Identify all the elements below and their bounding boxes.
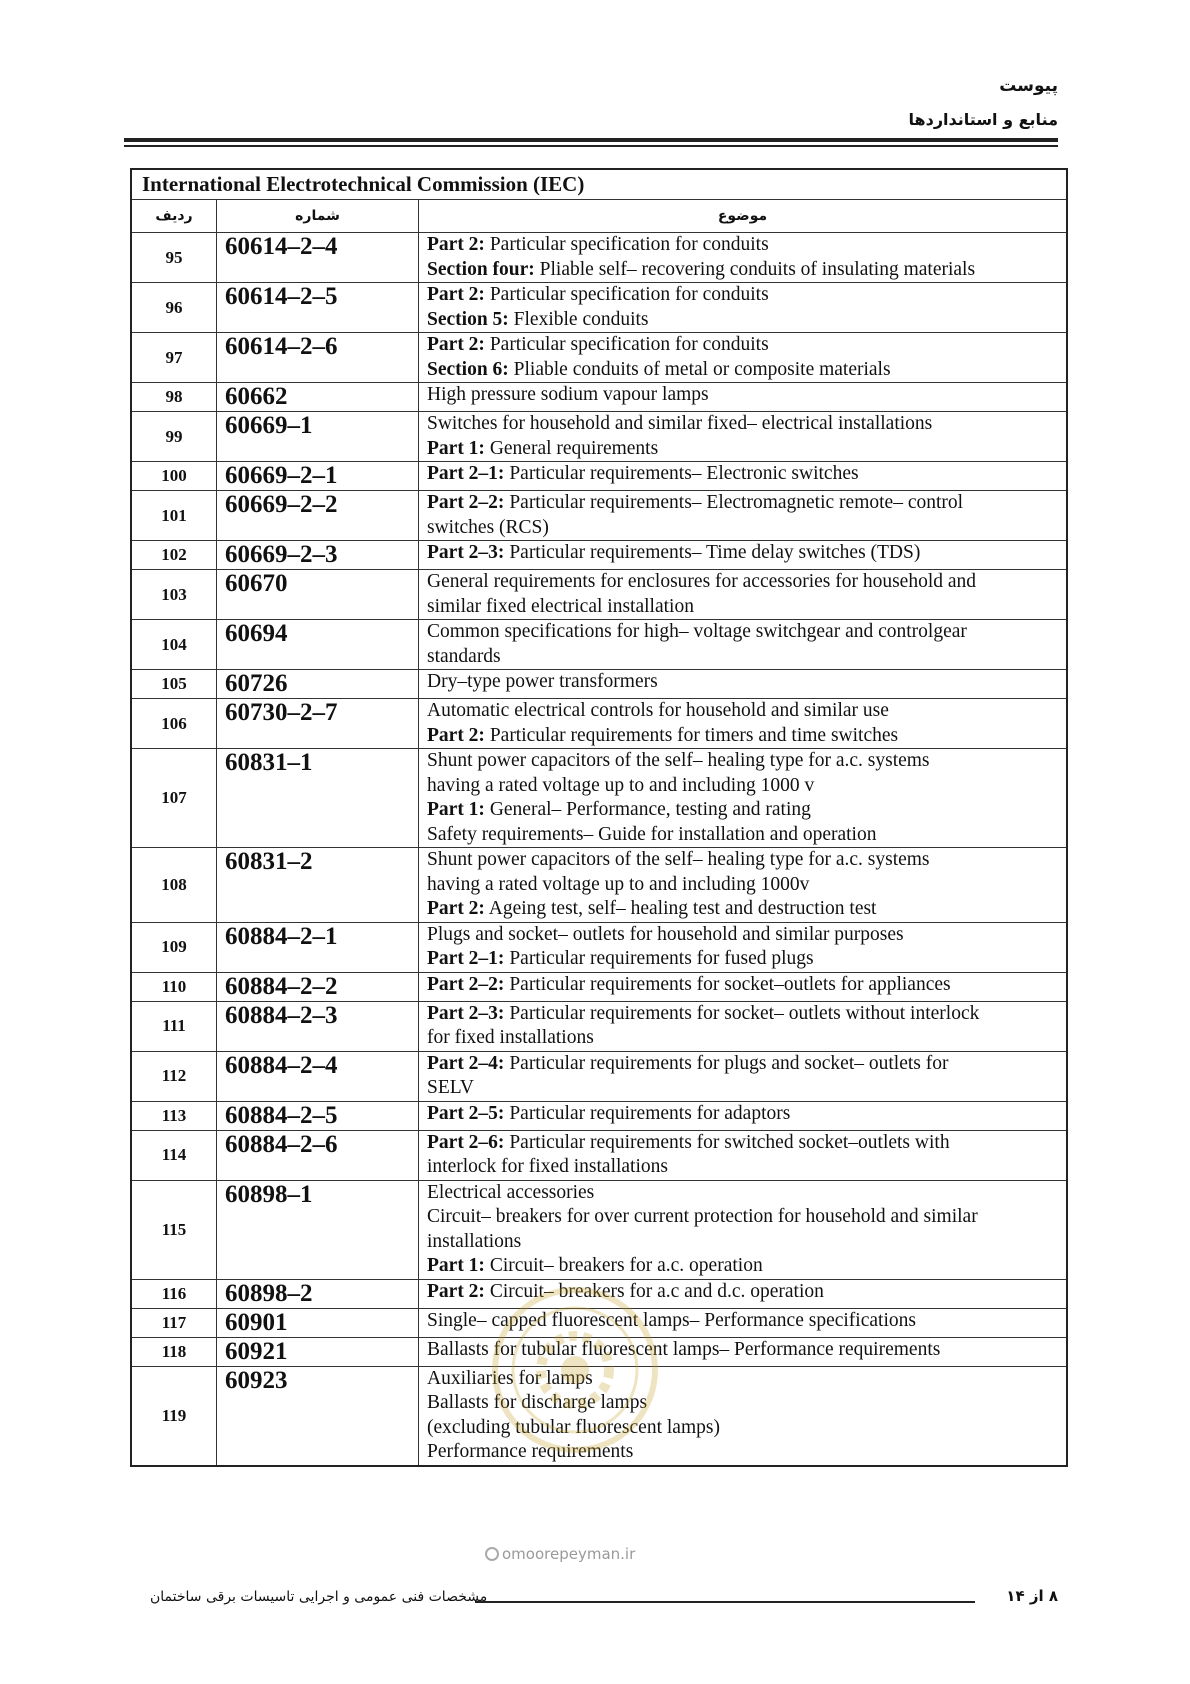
subject-text: Ballasts for discharge lamps bbox=[427, 1392, 648, 1413]
row-index: 103 bbox=[131, 570, 217, 620]
subject-text: General requirements for enclosures for accessories for household and bbox=[427, 571, 977, 592]
subject-part-label: Part 2: bbox=[427, 1280, 485, 1302]
watermark-logo-icon bbox=[485, 1547, 499, 1561]
subject-part-label: Part 2: bbox=[427, 334, 485, 355]
subject-text: switches (RCS) bbox=[427, 516, 549, 538]
subject-line bbox=[427, 1254, 1058, 1279]
subject-text: Safety requirements– Guide for installation and operation bbox=[427, 823, 877, 845]
subject-line bbox=[427, 570, 1058, 595]
subject-text: General– Performance, testing and rating bbox=[484, 799, 811, 820]
watermark-site: omoorepeyman.ir bbox=[502, 1545, 636, 1563]
subject-part-label: Part 2: bbox=[427, 724, 485, 746]
subject-text: SELV bbox=[427, 1077, 474, 1098]
standard-subject bbox=[419, 383, 1068, 412]
subject-text: Automatic electrical controls for household and similar use bbox=[427, 700, 889, 721]
subject-text: Circuit– breakers for a.c and d.c. operation bbox=[484, 1280, 824, 1302]
subject-part-label: Part 2–5: bbox=[427, 1102, 505, 1124]
subject-part-label: Part 1: bbox=[427, 799, 485, 820]
standard-number: 60694 bbox=[217, 620, 419, 670]
subject-text: Circuit– breakers for over current protection for household and similar bbox=[427, 1206, 978, 1227]
row-index: 111 bbox=[131, 1001, 217, 1051]
standard-number: 60614–2–4 bbox=[217, 233, 419, 283]
subject-text: interlock for fixed installations bbox=[427, 1156, 668, 1177]
subject-line bbox=[427, 1205, 1058, 1230]
subject-text: Electrical accessories bbox=[427, 1181, 595, 1203]
standard-subject bbox=[419, 699, 1068, 749]
table-row bbox=[131, 233, 1067, 283]
table-row bbox=[131, 749, 1067, 848]
subject-line bbox=[427, 462, 1058, 487]
subject-part-label: Part 2: bbox=[427, 234, 485, 255]
subject-line bbox=[427, 308, 1058, 333]
subject-line bbox=[427, 1230, 1058, 1255]
subject-line bbox=[427, 749, 1058, 774]
standard-number: 60884–2–4 bbox=[217, 1051, 419, 1101]
subject-text: Circuit– breakers for a.c. operation bbox=[484, 1255, 763, 1276]
subject-line bbox=[427, 848, 1058, 873]
subject-line bbox=[427, 491, 1058, 516]
row-index: 108 bbox=[131, 848, 217, 923]
table-row bbox=[131, 462, 1067, 491]
row-index: 98 bbox=[131, 383, 217, 412]
subject-line bbox=[427, 437, 1058, 462]
table-row bbox=[131, 383, 1067, 412]
standard-number: 60898–2 bbox=[217, 1279, 419, 1308]
standard-subject bbox=[419, 570, 1068, 620]
table-row bbox=[131, 1180, 1067, 1279]
subject-text: Particular specification for conduits bbox=[484, 234, 769, 255]
row-index: 99 bbox=[131, 412, 217, 462]
subject-text: Flexible conduits bbox=[508, 308, 649, 330]
page-number: ۸ از ۱۴ bbox=[1006, 1587, 1058, 1605]
standard-number: 60726 bbox=[217, 670, 419, 699]
subject-part-label: Part 2–3: bbox=[427, 1002, 505, 1024]
subject-line bbox=[427, 516, 1058, 541]
subject-text: Dry–type power transformers bbox=[427, 671, 658, 692]
row-index: 119 bbox=[131, 1366, 217, 1466]
table-row bbox=[131, 412, 1067, 462]
table-row bbox=[131, 541, 1067, 570]
standard-subject bbox=[419, 848, 1068, 923]
standard-subject bbox=[419, 670, 1068, 699]
subject-line bbox=[427, 1076, 1058, 1101]
table-title: International Electrotechnical Commission (IEC) bbox=[131, 169, 1067, 200]
standard-subject bbox=[419, 749, 1068, 848]
standard-number: 60730–2–7 bbox=[217, 699, 419, 749]
subject-text: standards bbox=[427, 645, 501, 667]
row-index: 104 bbox=[131, 620, 217, 670]
standard-subject bbox=[419, 1180, 1068, 1279]
subject-text: High pressure sodium vapour lamps bbox=[427, 384, 709, 405]
standard-number: 60669–1 bbox=[217, 412, 419, 462]
table-row bbox=[131, 922, 1067, 972]
subject-text: Auxiliaries for lamps bbox=[427, 1367, 593, 1389]
row-index: 112 bbox=[131, 1051, 217, 1101]
header-rule-thick bbox=[124, 138, 1058, 142]
subject-part-label: Part 2–1: bbox=[427, 948, 505, 969]
row-index: 97 bbox=[131, 333, 217, 383]
subject-text: Particular requirements for socket– outlets without interlock bbox=[504, 1002, 980, 1024]
subject-line bbox=[427, 645, 1058, 670]
subject-part-label: Part 1: bbox=[427, 1255, 485, 1276]
table-row bbox=[131, 491, 1067, 541]
row-index: 100 bbox=[131, 462, 217, 491]
subject-text: Particular requirements– Electromagnetic remote– control bbox=[504, 492, 964, 513]
footer-rule bbox=[475, 1601, 975, 1603]
row-index: 95 bbox=[131, 233, 217, 283]
standard-subject bbox=[419, 233, 1068, 283]
subject-text: Ballasts for tubular fluorescent lamps– Performance requirements bbox=[427, 1338, 941, 1360]
subject-text: having a rated voltage up to and including 1000v bbox=[427, 873, 810, 895]
subject-line bbox=[427, 258, 1058, 283]
subject-text: Particular requirements for adaptors bbox=[504, 1102, 791, 1124]
subject-text: General requirements bbox=[484, 437, 659, 459]
table-body bbox=[131, 233, 1067, 1466]
subject-text: Particular requirements for plugs and socket– outlets for bbox=[504, 1052, 949, 1074]
subject-line bbox=[427, 1102, 1058, 1127]
subject-text: Particular requirements for switched socket–outlets with bbox=[504, 1131, 950, 1153]
subject-line bbox=[427, 923, 1058, 948]
subject-text: Particular requirements for socket–outlets for appliances bbox=[504, 973, 951, 995]
subject-part-label: Part 2–1: bbox=[427, 463, 505, 484]
standard-number: 60614–2–5 bbox=[217, 283, 419, 333]
table-row bbox=[131, 1051, 1067, 1101]
row-index: 114 bbox=[131, 1130, 217, 1180]
standard-number: 60669–2–3 bbox=[217, 541, 419, 570]
subject-line bbox=[427, 412, 1058, 437]
standard-subject bbox=[419, 491, 1068, 541]
standard-number: 60670 bbox=[217, 570, 419, 620]
subject-text: installations bbox=[427, 1230, 522, 1252]
row-index: 102 bbox=[131, 541, 217, 570]
subject-line bbox=[427, 699, 1058, 724]
subject-text: Particular specification for conduits bbox=[484, 284, 769, 305]
table-row bbox=[131, 699, 1067, 749]
subject-part-label: Section four: bbox=[427, 258, 535, 280]
standard-subject bbox=[419, 620, 1068, 670]
subject-part-label: Part 2: bbox=[427, 898, 485, 919]
standard-subject bbox=[419, 922, 1068, 972]
subject-text: Shunt power capacitors of the self– healing type for a.c. systems bbox=[427, 849, 930, 870]
col-header-number: شماره bbox=[217, 200, 419, 233]
standard-number: 60901 bbox=[217, 1308, 419, 1337]
table-row bbox=[131, 333, 1067, 383]
subject-line bbox=[427, 823, 1058, 848]
row-index: 96 bbox=[131, 283, 217, 333]
subject-text: for fixed installations bbox=[427, 1027, 594, 1048]
subject-part-label: Part 2–2: bbox=[427, 492, 505, 513]
subject-text: Pliable conduits of metal or composite materials bbox=[508, 358, 891, 380]
table-row bbox=[131, 670, 1067, 699]
row-index: 105 bbox=[131, 670, 217, 699]
subject-text: having a rated voltage up to and including 1000 v bbox=[427, 774, 815, 796]
table-row bbox=[131, 620, 1067, 670]
table-row bbox=[131, 1001, 1067, 1051]
standard-subject bbox=[419, 541, 1068, 570]
subject-text: similar fixed electrical installation bbox=[427, 595, 694, 617]
subject-line bbox=[427, 774, 1058, 799]
standard-number: 60884–2–5 bbox=[217, 1101, 419, 1130]
subject-line bbox=[427, 1131, 1058, 1156]
subject-line bbox=[427, 620, 1058, 645]
table-row bbox=[131, 1101, 1067, 1130]
standard-number: 60923 bbox=[217, 1366, 419, 1466]
subject-text: Particular requirements– Electronic switches bbox=[504, 463, 859, 484]
subject-text: Ageing test, self– healing test and destruction test bbox=[484, 898, 877, 919]
subject-text: Particular requirements– Time delay switches (TDS) bbox=[504, 542, 921, 563]
subject-text: Switches for household and similar fixed– electrical installations bbox=[427, 413, 933, 434]
header-rule-thin bbox=[124, 145, 1058, 147]
subject-part-label: Part 2–3: bbox=[427, 542, 505, 563]
subject-text: Particular requirements for fused plugs bbox=[504, 948, 814, 969]
standard-subject bbox=[419, 462, 1068, 491]
subject-text: Particular specification for conduits bbox=[484, 334, 769, 355]
subject-line bbox=[427, 798, 1058, 823]
standard-number: 60662 bbox=[217, 383, 419, 412]
subject-line bbox=[427, 670, 1058, 695]
row-index: 107 bbox=[131, 749, 217, 848]
standard-number: 60831–2 bbox=[217, 848, 419, 923]
subject-text: Pliable self– recovering conduits of insulating materials bbox=[534, 258, 976, 280]
standard-number: 60884–2–6 bbox=[217, 1130, 419, 1180]
row-index: 110 bbox=[131, 972, 217, 1001]
subject-line bbox=[427, 897, 1058, 922]
subject-line bbox=[427, 383, 1058, 408]
subject-line bbox=[427, 1155, 1058, 1180]
standard-number: 60884–2–2 bbox=[217, 972, 419, 1001]
standard-number: 60831–1 bbox=[217, 749, 419, 848]
row-index: 115 bbox=[131, 1180, 217, 1279]
subject-text: Single– capped fluorescent lamps– Performance specifications bbox=[427, 1309, 916, 1331]
row-index: 109 bbox=[131, 922, 217, 972]
standard-subject bbox=[419, 1101, 1068, 1130]
section-label: پیوست bbox=[999, 76, 1058, 96]
subject-text: Plugs and socket– outlets for household and similar purposes bbox=[427, 923, 904, 945]
subject-line bbox=[427, 1026, 1058, 1051]
table-row bbox=[131, 570, 1067, 620]
subject-text: Common specifications for high– voltage switchgear and controlgear bbox=[427, 621, 967, 642]
row-index: 106 bbox=[131, 699, 217, 749]
col-header-subject: موضوع bbox=[419, 200, 1068, 233]
subject-line bbox=[427, 358, 1058, 383]
watermark-emblem-icon bbox=[490, 1285, 660, 1455]
standard-subject bbox=[419, 412, 1068, 462]
subject-text: Particular requirements for timers and time switches bbox=[484, 724, 899, 746]
standard-number: 60614–2–6 bbox=[217, 333, 419, 383]
standard-number: 60884–2–3 bbox=[217, 1001, 419, 1051]
table-row bbox=[131, 848, 1067, 923]
standard-number: 60921 bbox=[217, 1337, 419, 1366]
subject-line bbox=[427, 1052, 1058, 1077]
standard-subject bbox=[419, 1001, 1068, 1051]
subject-line bbox=[427, 283, 1058, 308]
standard-number: 60669–2–1 bbox=[217, 462, 419, 491]
standards-table bbox=[130, 168, 1068, 1467]
table-row bbox=[131, 972, 1067, 1001]
standard-subject bbox=[419, 1051, 1068, 1101]
subject-text: Performance requirements bbox=[427, 1441, 634, 1462]
subject-line bbox=[427, 1002, 1058, 1027]
subject-line bbox=[427, 233, 1058, 258]
subject-part-label: Section 5: bbox=[427, 308, 509, 330]
standard-subject bbox=[419, 1130, 1068, 1180]
row-index: 116 bbox=[131, 1279, 217, 1308]
standard-number: 60898–1 bbox=[217, 1180, 419, 1279]
col-header-radif: ردیف bbox=[131, 200, 217, 233]
subject-line bbox=[427, 595, 1058, 620]
subject-line bbox=[427, 947, 1058, 972]
row-index: 113 bbox=[131, 1101, 217, 1130]
subject-part-label: Section 6: bbox=[427, 358, 509, 380]
subject-line bbox=[427, 873, 1058, 898]
row-index: 117 bbox=[131, 1308, 217, 1337]
subject-part-label: Part 2: bbox=[427, 284, 485, 305]
subject-part-label: Part 2–6: bbox=[427, 1131, 505, 1153]
subject-line bbox=[427, 724, 1058, 749]
subject-line bbox=[427, 333, 1058, 358]
row-index: 101 bbox=[131, 491, 217, 541]
standard-subject bbox=[419, 333, 1068, 383]
table-row bbox=[131, 1130, 1067, 1180]
subject-text: (excluding tubular fluorescent lamps) bbox=[427, 1416, 720, 1438]
standard-number: 60669–2–2 bbox=[217, 491, 419, 541]
footer-title: مشخصات فنی عمومی و اجرایی تاسیسات برقی ساختمان bbox=[150, 1589, 488, 1605]
standard-subject bbox=[419, 972, 1068, 1001]
subject-line bbox=[427, 541, 1058, 566]
section-subtitle: منابع و استانداردها bbox=[908, 110, 1058, 129]
row-index: 118 bbox=[131, 1337, 217, 1366]
table-row bbox=[131, 283, 1067, 333]
subject-text: Shunt power capacitors of the self– healing type for a.c. systems bbox=[427, 750, 930, 771]
subject-line bbox=[427, 1181, 1058, 1206]
subject-part-label: Part 2–4: bbox=[427, 1052, 505, 1074]
subject-line bbox=[427, 973, 1058, 998]
standard-subject bbox=[419, 283, 1068, 333]
subject-part-label: Part 1: bbox=[427, 437, 485, 459]
standard-number: 60884–2–1 bbox=[217, 922, 419, 972]
subject-part-label: Part 2–2: bbox=[427, 973, 505, 995]
